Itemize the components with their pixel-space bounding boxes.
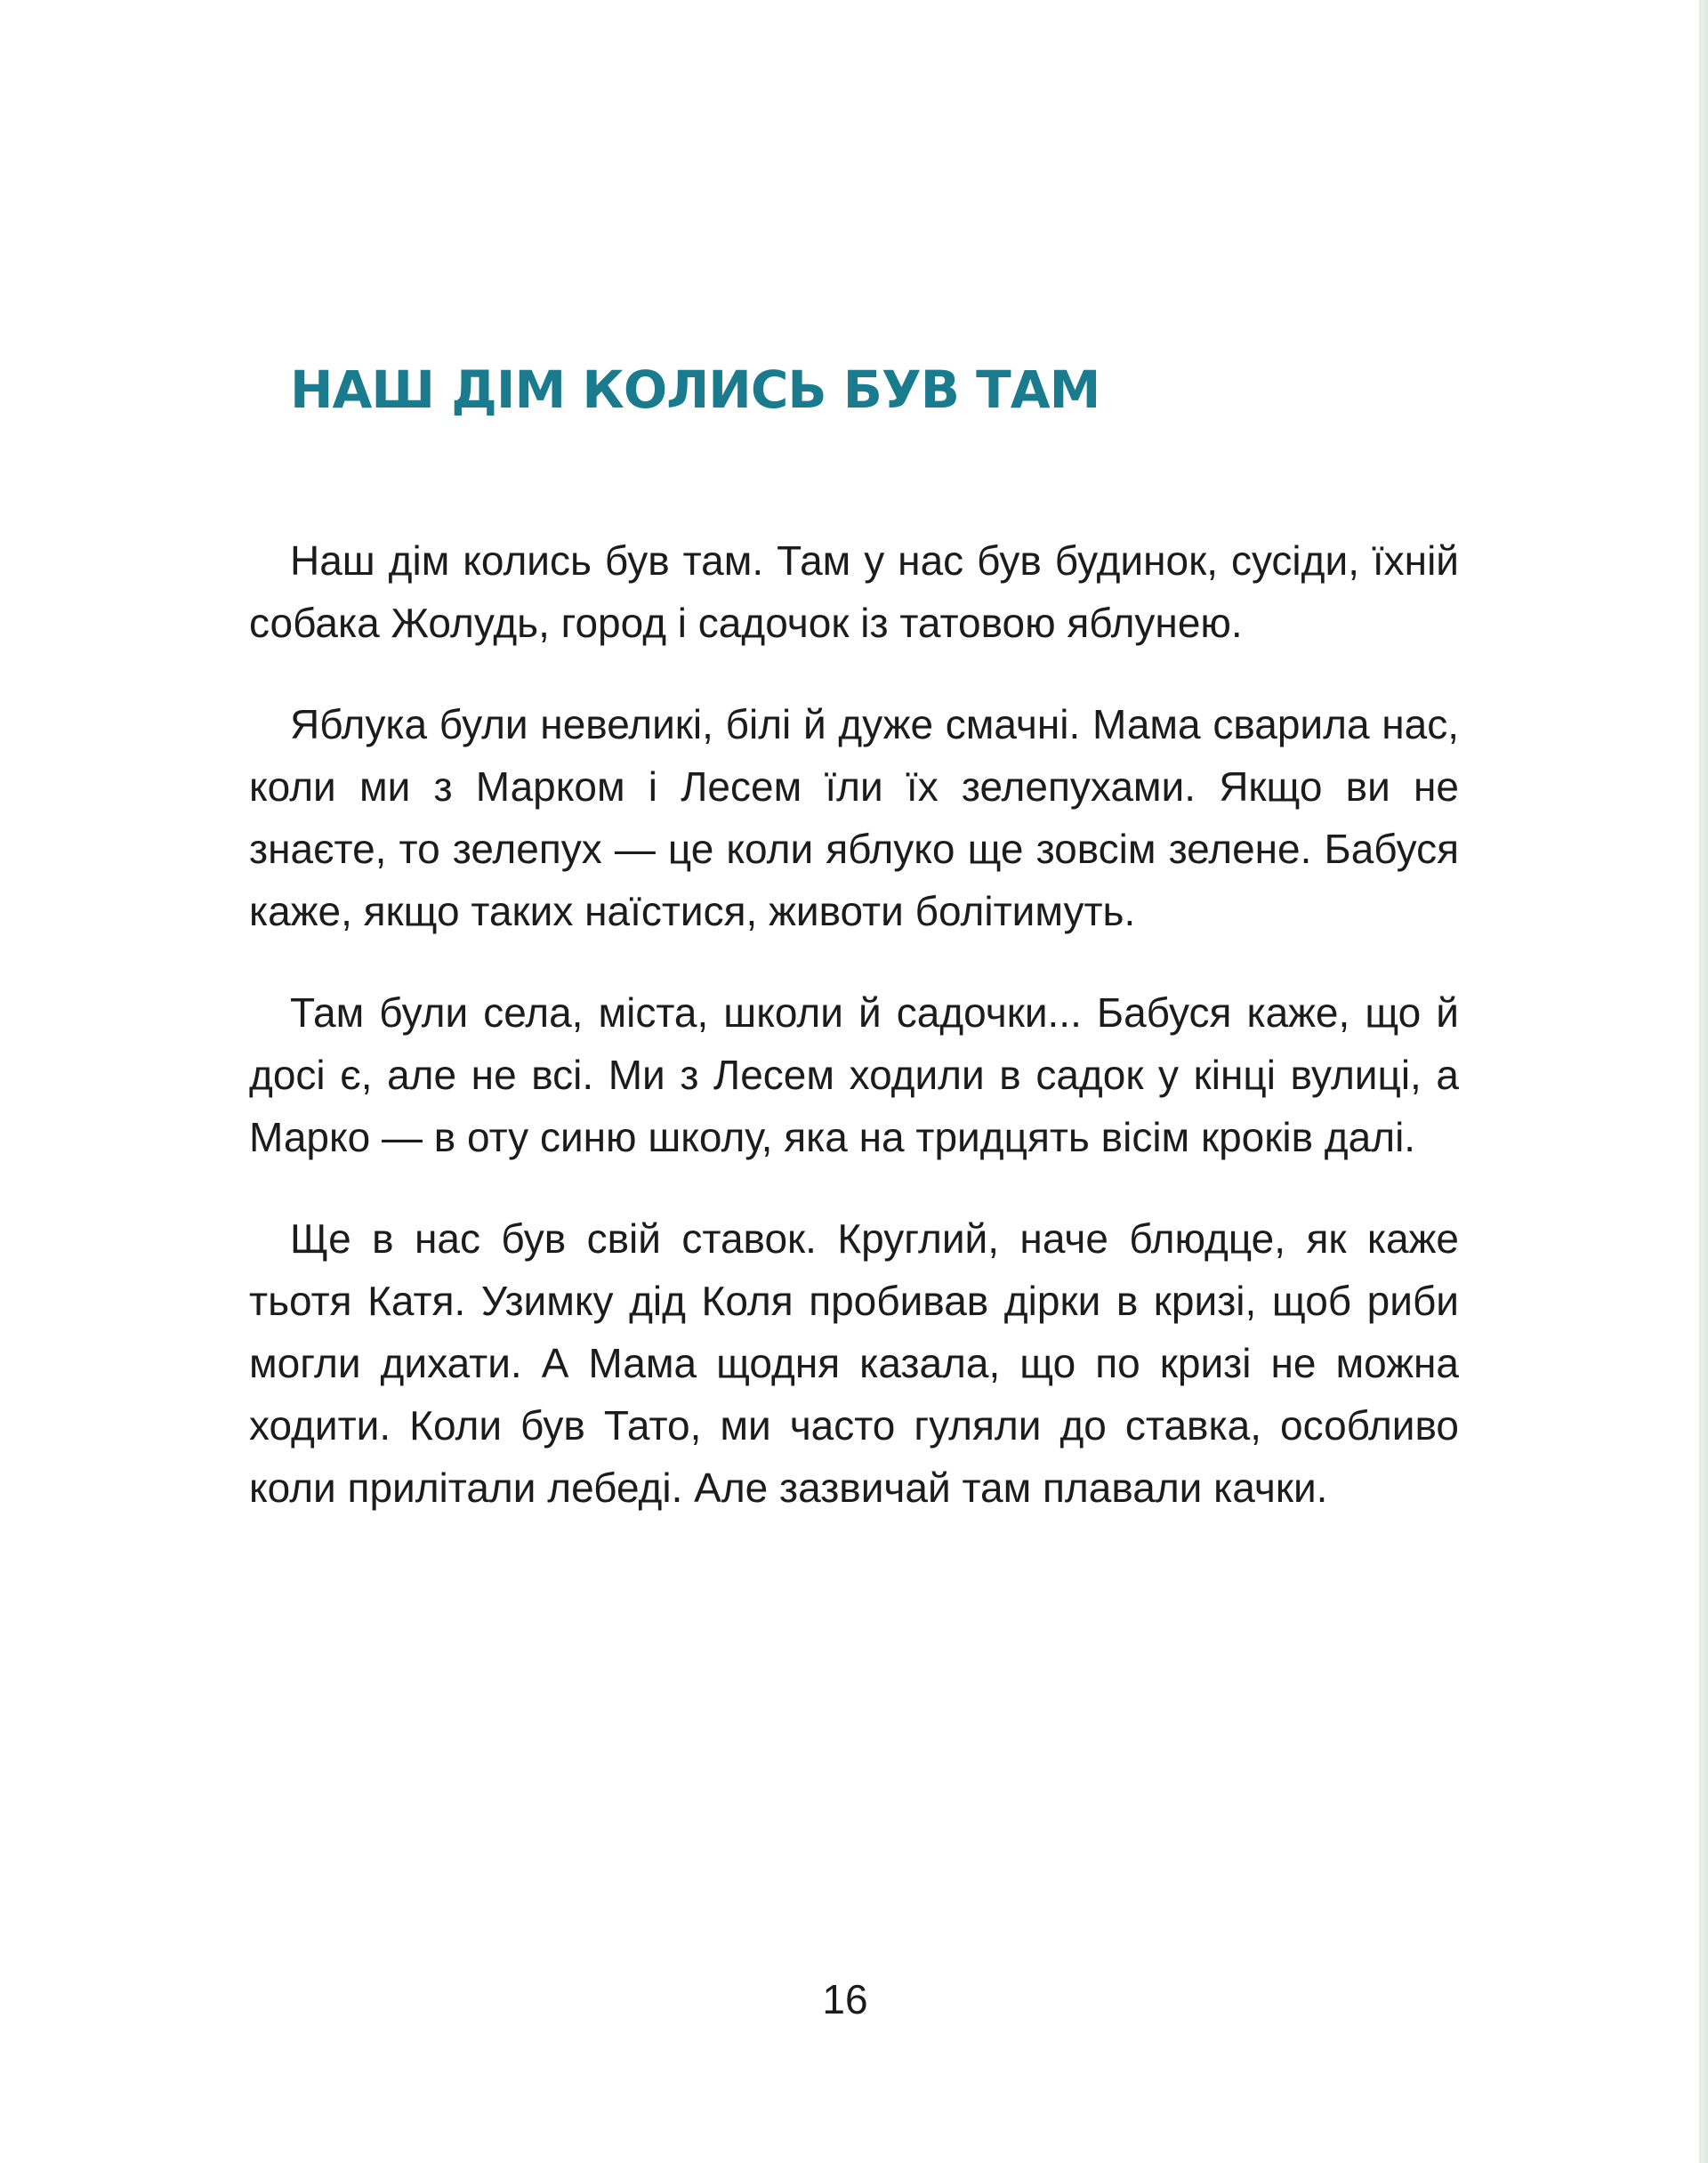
paragraph: Наш дім колись був там. Там у нас був будинок, сусіди, їхній собака Жолудь, город і садочок із татовою яблунею. bbox=[249, 537, 1459, 646]
paragraph: Яблука були невеликі, білі й дуже смачні. Мама сварила нас, коли ми з Марком і Лесем їли їх зелепухами. Якщо ви не знаєте, то зелепух — це коли яблуко ще зовсім зелене. Бабуся каже, якщо таких наїстися, животи болітимуть. bbox=[249, 701, 1459, 934]
page-number: 16 bbox=[822, 1976, 868, 2022]
chapter-title: НАШ ДІМ КОЛИСЬ БУВ ТАМ bbox=[290, 359, 1100, 420]
page-edge bbox=[1701, 0, 1708, 2163]
paragraph: Там були села, міста, школи й садочки... Бабуся каже, що й досі є, але не всі. Ми з Лесем ходили в садок у кінці вулиці, а Марко — в оту синю школу, яка на тридцять вісім кроків далі. bbox=[249, 989, 1459, 1160]
paragraph: Ще в нас був свій ставок. Круглий, наче блюдце, як каже тьотя Катя. Узимку дід Коля пробивав дірки в кризі, щоб риби могли дихати. А Мама щодня казала, що по кризі не можна ходити. Коли був Тато, ми часто гуляли до ставка, особливо коли прилітали лебеді. Але зазвичай там плавали качки. bbox=[249, 1215, 1459, 1511]
body-text bbox=[249, 529, 1459, 1558]
